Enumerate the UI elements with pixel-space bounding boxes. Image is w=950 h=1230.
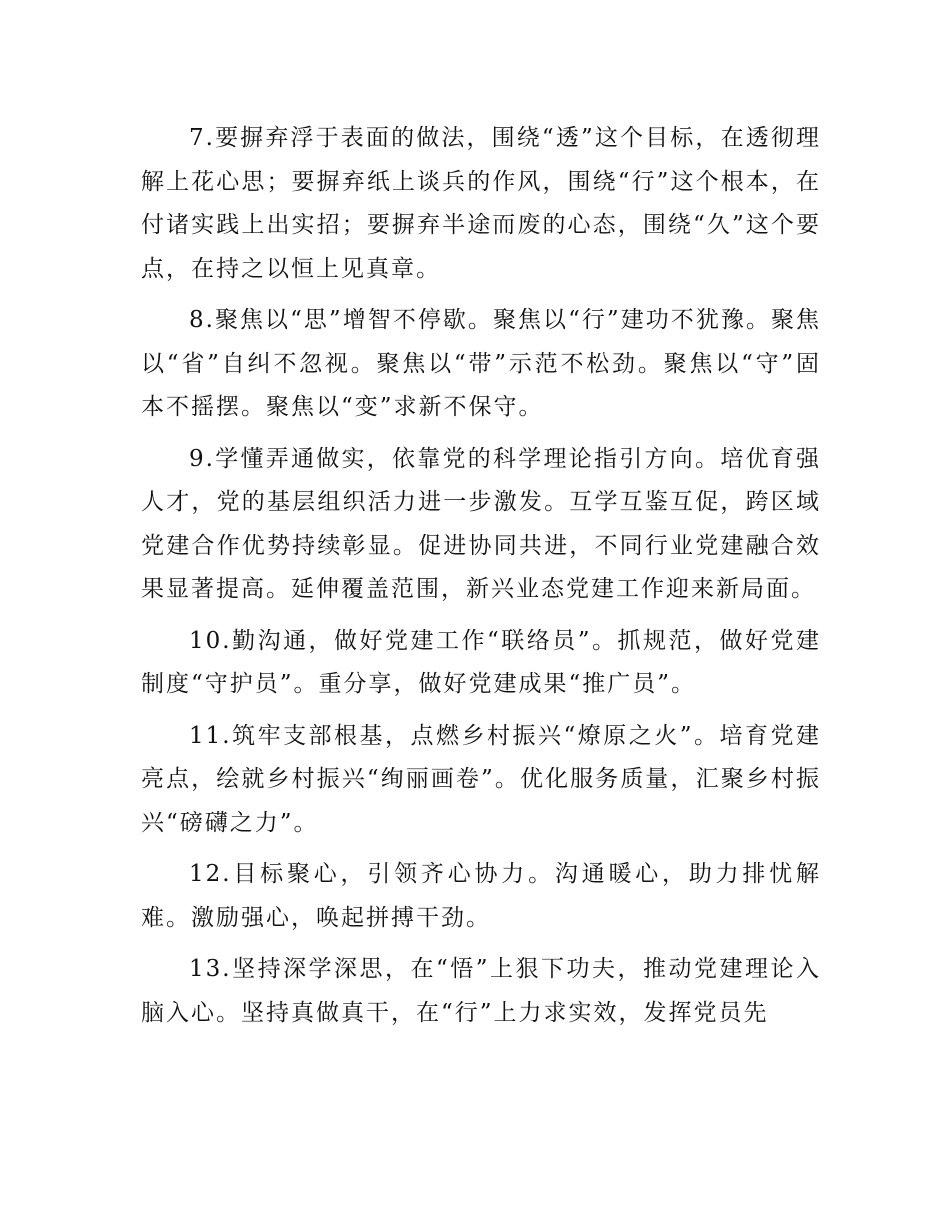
paragraph-10: 10.勤沟通，做好党建工作“联络员”。抓规范，做好党建制度“守护员”。重分享，做好党建成果“推广员”。 (141, 627, 821, 697)
paragraph-11: 11.筑牢支部根基，点燃乡村振兴“燎原之火”。培育党建亮点，绘就乡村振兴“绚丽画卷”。优化服务质量，汇聚乡村振兴“磅礴之力”。 (141, 722, 821, 836)
paragraph-8: 8.聚焦以“思”增智不停歇。聚焦以“行”建功不犹豫。聚焦以“省”自纠不忽视。聚焦以“带”示范不松劲。聚焦以“守”固本不摇摆。聚焦以“变”求新不保守。 (141, 307, 821, 420)
paragraph-9: 9.学懂弄通做实，依靠党的科学理论指引方向。培优育强人才，党的基层组织活力进一步激发。互学互鉴互促，跨区域党建合作优势持续彰显。促进协同共进，不同行业党建融合效果显著提高。延伸覆盖范围，新兴业态党建工作迎来新局面。 (141, 445, 821, 602)
paragraph-13: 13.坚持深学深思，在“悟”上狠下功夫，推动党建理论入脑入心。坚持真做真干，在“行”上力求实效，发挥党员先 (141, 956, 821, 1026)
paragraph-7: 7.要摒弃浮于表面的做法，围绕“透”这个目标，在透彻理解上花心思；要摒弃纸上谈兵的作风，围绕“行”这个根本，在付诸实践上出实招；要摒弃半途而废的心态，围绕“久”这个要点，在持之以恒上见真章。 (141, 125, 821, 282)
paragraph-12: 12.目标聚心，引领齐心协力。沟通暖心，助力排忧解难。激励强心，唤起拼搏干劲。 (141, 861, 821, 931)
document-body (141, 117, 821, 1043)
